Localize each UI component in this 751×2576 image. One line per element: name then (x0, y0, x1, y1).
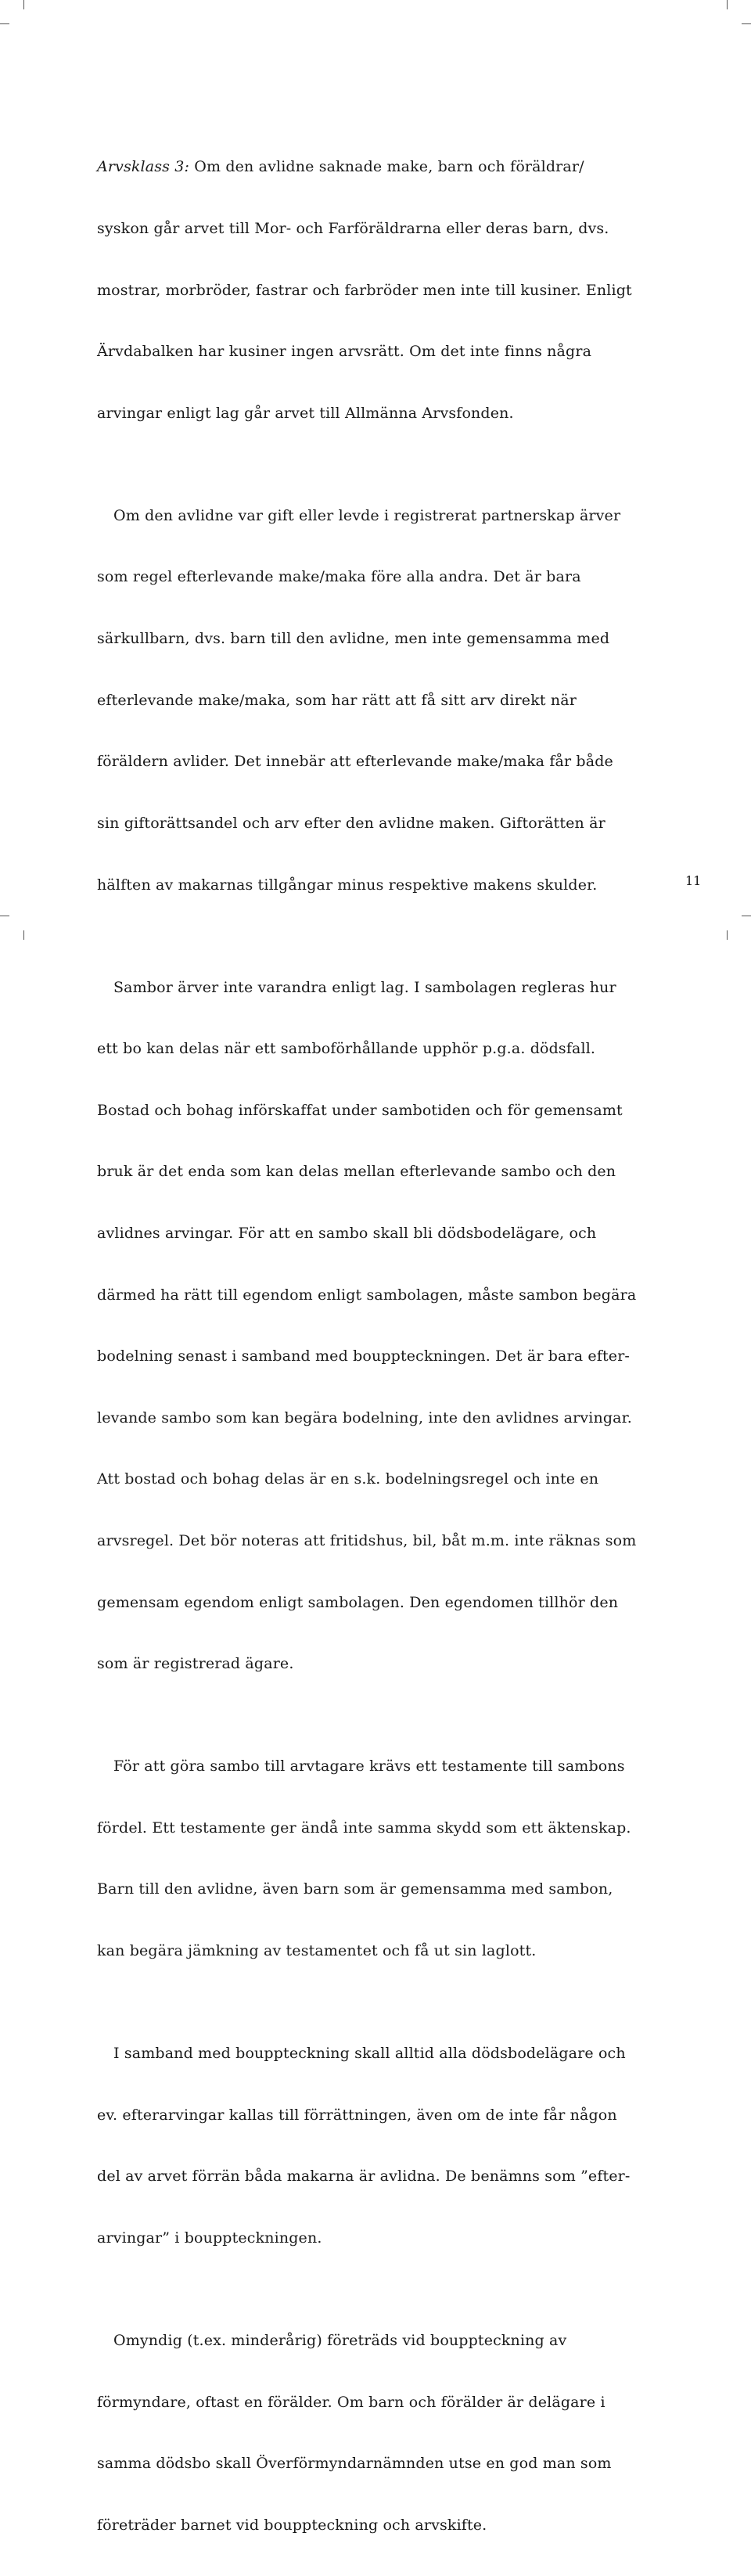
crop-mark-left-top (0, 23, 9, 24)
text-line: arvsregel. Det bör noteras att fritidshus, bil, båt m.m. inte räknas som (97, 1532, 637, 1550)
section-label: Arvsklass 3: (97, 158, 190, 176)
paragraph-bouppteckning (97, 2002, 631, 2290)
text-line: bodelning senast i samband med bouppteckningen. Det är bara efter- (97, 1347, 630, 1365)
text-line: Bostad och bohag införskaffat under sambotiden och för gemensamt (97, 1101, 623, 1119)
text-line: I samband med bouppteckning skall alltid alla dödsbodelägare och (113, 2045, 626, 2063)
text-line: bruk är det enda som kan delas mellan efterlevande sambo och den (97, 1163, 616, 1181)
text-line: Att bostad och bohag delas är en s.k. bodelningsregel och inte en (97, 1470, 599, 1488)
text-line: avlidnes arvingar. För att en sambo skall bli dödsbodelägare, och (97, 1224, 597, 1242)
body-text (97, 116, 637, 2576)
text-line: Arvsklass 3: Om den avlidne saknade make, barn och föräldrar/ (97, 158, 584, 176)
text-line: hälften av makarnas tillgångar minus respektive makens skulder. (97, 876, 598, 894)
text-line: förmyndare, oftast en förälder. Om barn och förälder är delägare i (97, 2393, 605, 2411)
paragraph-arvsklass-3 (97, 116, 632, 464)
text-line: som är registrerad ägare. (97, 1655, 294, 1673)
crop-mark-top-left (23, 0, 24, 9)
crop-mark-right-top (742, 23, 751, 24)
paragraph-testamente (97, 1715, 631, 2002)
text-line: sin giftorättsandel och arv efter den avlidne maken. Giftorätten är (97, 814, 605, 832)
crop-mark-top-right (727, 0, 728, 9)
text-line: kan begära jämkning av testamentet och få ut sin laglott. (97, 1942, 537, 1960)
text-line: särkullbarn, dvs. barn till den avlidne, men inte gemensamma med (97, 630, 610, 648)
paragraph-gift (97, 464, 621, 936)
text-line: gemensam egendom enligt sambolagen. Den egendomen tillhör den (97, 1593, 619, 1611)
text-line: arvingar enligt lag går arvet till Allmänna Arvsfonden. (97, 404, 514, 422)
text-line: efterlevande make/maka, som har rätt att få sitt arv direkt när (97, 691, 577, 709)
text-line: Ärvdabalken har kusiner ingen arvsrätt. Om det inte finns några (97, 343, 592, 361)
text-line: ett bo kan delas när ett samboförhållande upphör p.g.a. dödsfall. (97, 1040, 596, 1058)
text-line: arvingar” i bouppteckningen. (97, 2229, 322, 2247)
text-line: levande sambo som kan begära bodelning, inte den avlidnes arvingar. (97, 1409, 632, 1427)
text-line: fördel. Ett testamente ger ändå inte samma skydd som ett äktenskap. (97, 1819, 631, 1837)
text-line: Omyndig (t.ex. minderårig) företräds vid bouppteckning av (113, 2331, 567, 2349)
text-line: föräldern avlider. Det innebär att efterlevande make/maka får både (97, 753, 613, 771)
crop-mark-bottom-left (23, 930, 24, 940)
text-line: del av arvet förrän båda makarna är avlidna. De benämns som ”efter- (97, 2168, 631, 2186)
paragraph-sambor (97, 936, 637, 1715)
text-line: ev. efterarvingar kallas till förrättningen, även om de inte får någon (97, 2106, 617, 2124)
text-line: samma dödsbo skall Överförmyndarnämnden utse en god man som (97, 2455, 612, 2473)
text-line: syskon går arvet till Mor- och Farföräldrarna eller deras barn, dvs. (97, 220, 609, 238)
paragraph-omyndig (97, 2290, 612, 2576)
text-line: därmed ha rätt till egendom enligt sambolagen, måste sambon begära (97, 1286, 637, 1304)
text-line: som regel efterlevande make/maka före alla andra. Det är bara (97, 568, 581, 586)
page-number: 11 (685, 873, 702, 888)
text-line: Om den avlidne var gift eller levde i registrerat partnerskap ärver (113, 506, 621, 524)
text-line: Barn till den avlidne, även barn som är gemensamma med sambon, (97, 1880, 613, 1898)
text-line: För att göra sambo till arvtagare krävs ett testamente till sambons (113, 1758, 625, 1775)
text-line: mostrar, morbröder, fastrar och farbröder men inte till kusiner. Enligt (97, 281, 632, 299)
text-line: Sambor ärver inte varandra enligt lag. I sambolagen regleras hur (113, 978, 616, 996)
crop-mark-bottom-right (727, 930, 728, 940)
text-line: företräder barnet vid bouppteckning och arvskifte. (97, 2516, 487, 2534)
